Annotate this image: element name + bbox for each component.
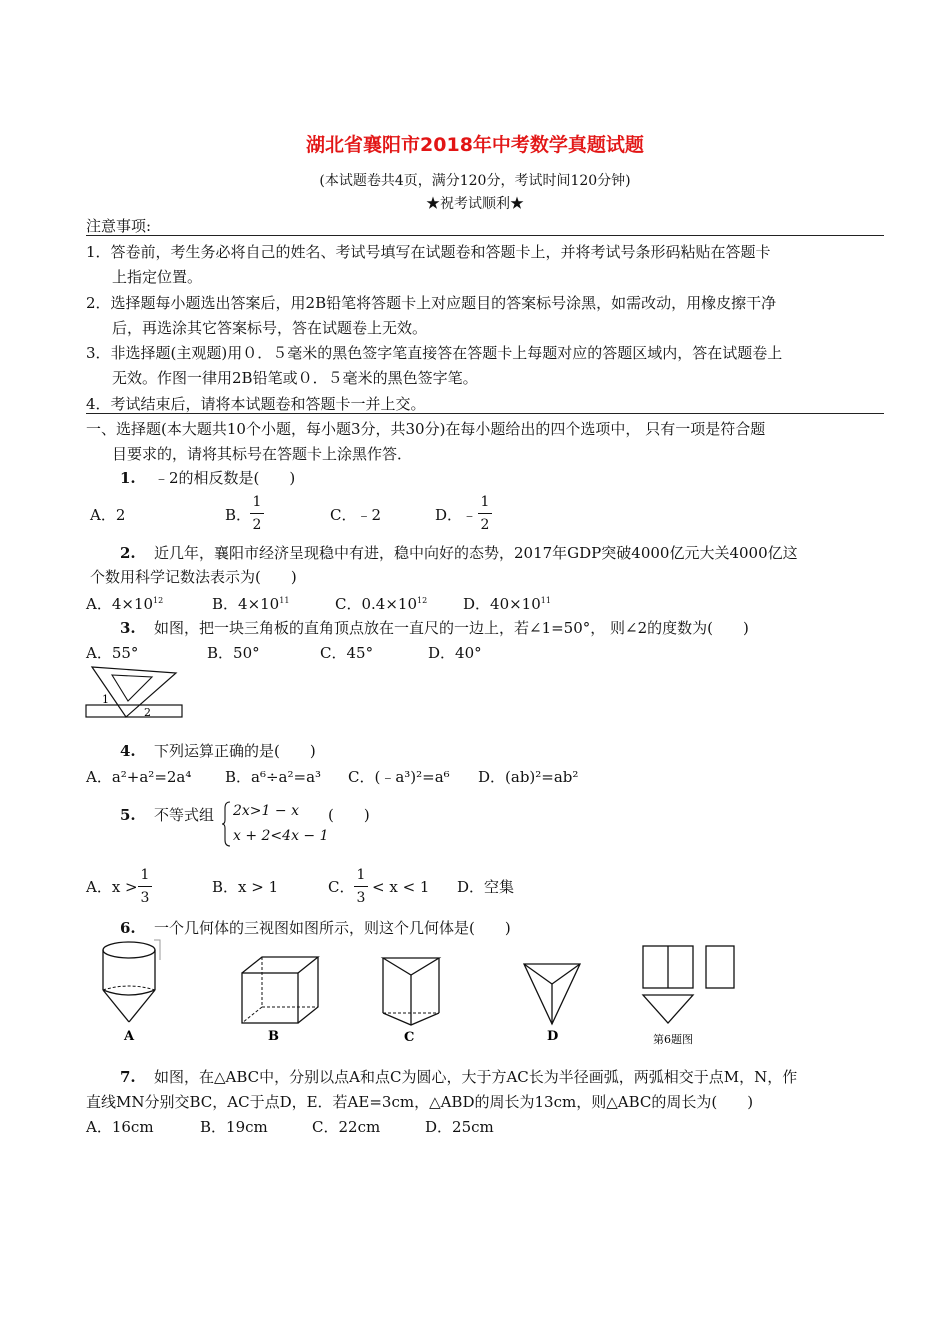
q6-label-c: C	[404, 1030, 415, 1045]
q2-option-a-base: A．4×10	[86, 595, 154, 613]
subtitle: (本试题卷共4页，满分120分，考试时间120分钟)	[319, 173, 631, 189]
page-title: 湖北省襄阳市2018年中考数学真题试题	[306, 134, 644, 156]
q1-option-a: A．2	[90, 506, 126, 524]
fraction-numerator: 1	[252, 494, 262, 510]
q4-option-b: B．a⁶÷a²=a³	[225, 768, 322, 786]
q4-stem: 下列运算正确的是( )	[154, 742, 316, 760]
q5-option-a: A．x >	[86, 878, 138, 896]
q3-option-a: A．55°	[86, 644, 139, 662]
q5-option-a-fraction	[138, 866, 152, 907]
q2-line1: 近几年，襄阳市经济呈现稳中有进，稳中向好的态势，2017年GDP突破4000亿元大关4000亿这	[154, 544, 798, 562]
q2-option-d	[463, 594, 551, 614]
triangle-inner	[112, 675, 152, 701]
q3-figure-ruler-triangle	[86, 665, 186, 721]
q1-stem: ﹣2的相反数是( )	[154, 469, 296, 487]
q2-option-c-base: C．0.4×10	[335, 595, 417, 613]
q1-option-b: B．	[225, 506, 252, 524]
q3-number: 3.	[120, 619, 136, 637]
ruler-shape	[86, 705, 182, 717]
notice-bottom-rule	[86, 413, 884, 414]
q5-option-c: C．	[328, 878, 355, 896]
q6-figure-a-cylinder-cone	[96, 938, 166, 1048]
q7-line2: 直线MN分别交BC，AC于点D，E．若AE=3cm，△ABD的周长为13cm，则△ABC的周长为( )	[86, 1093, 754, 1111]
q5-answer-paren: ( )	[328, 806, 370, 824]
q6-label-d: D	[547, 1029, 559, 1044]
q2-option-b-base: B．4×10	[212, 595, 280, 613]
q2-line2: 个数用科学记数法表示为( )	[90, 568, 297, 586]
q4-option-a: A．a²+a²=2a⁴	[86, 768, 192, 786]
q1-option-d-fraction	[478, 493, 492, 534]
q6-figure-three-views	[640, 943, 740, 1048]
q6-label-b: B	[268, 1029, 279, 1044]
q7-option-c: C．22cm	[312, 1118, 381, 1136]
q4-number: 4.	[120, 742, 136, 760]
q3-option-b: B．50°	[207, 644, 260, 662]
q5-option-d: D．空集	[457, 878, 515, 896]
q7-option-d: D．25cm	[425, 1118, 494, 1136]
fraction-denominator: 2	[252, 517, 262, 533]
angle-label-1: 1	[102, 693, 109, 706]
notice-item-2-line2: 后，再选涂其它答案标号，答在试题卷上无效。	[112, 319, 428, 337]
q6-label-a: A	[124, 1029, 135, 1044]
q7-line1: 如图，在△ABC中，分别以点A和点C为圆心，大于方AC长为半径画弧，两弧相交于点M，N，作	[154, 1068, 798, 1086]
fraction-numerator: 1	[480, 494, 490, 510]
q2-option-b-exponent: 11	[279, 596, 290, 605]
q2-option-c	[335, 594, 427, 614]
q5-option-c-tail: < x < 1	[372, 878, 430, 896]
fraction-numerator: 1	[140, 867, 150, 883]
angle-label-2: 2	[144, 706, 151, 719]
q6-figure-caption: 第6题图	[653, 1033, 693, 1046]
fraction-denominator: 3	[356, 890, 366, 906]
q2-option-a	[86, 594, 163, 614]
q5-option-c-fraction	[354, 866, 368, 907]
notice-item-4: 4．考试结束后，请将本试题卷和答题卡一并上交。	[86, 395, 426, 413]
q6-figure-b-cube	[240, 955, 325, 1050]
q1-option-c: C．﹣2	[330, 506, 382, 524]
q2-number: 2.	[120, 544, 136, 562]
q5-inequality-1: 2x>1 − x	[233, 803, 299, 819]
q1-option-d: D．﹣	[435, 506, 478, 524]
q3-option-d: D．40°	[428, 644, 482, 662]
q2-option-d-exponent: 11	[540, 596, 551, 605]
q4-option-c: C．(﹣a³)²=a⁶	[348, 768, 450, 786]
q6-figure-d-pyramid	[522, 962, 587, 1047]
q4-option-d: D．(ab)²=ab²	[478, 768, 579, 786]
triangle-outer	[92, 667, 176, 717]
q7-option-b: B．19cm	[200, 1118, 268, 1136]
fraction-denominator: 3	[140, 890, 150, 906]
q1-number: 1.	[120, 469, 136, 487]
notice-item-1-line2: 上指定位置。	[112, 268, 203, 286]
notice-item-3-line2: 无效。作图一律用2B铅笔或０．５毫米的黑色签字笔。	[112, 369, 478, 387]
q5-number: 5.	[120, 806, 136, 824]
section1-line2: 目要求的，请将其标号在答题卡上涂黑作答．	[112, 445, 413, 463]
q5-brace	[222, 800, 232, 848]
q7-number: 7.	[120, 1068, 136, 1086]
notice-item-3-line1: 3．非选择题(主观题)用０．５毫米的黑色签字笔直接答在答题卡上每题对应的答题区域内，答在试题卷上	[86, 344, 783, 362]
wish-line: ★祝考试顺利★	[426, 196, 524, 212]
q2-option-c-exponent: 12	[417, 596, 428, 605]
q3-stem: 如图，把一块三角板的直角顶点放在一直尺的一边上，若∠1=50°， 则∠2的度数为( )	[154, 619, 749, 637]
q2-option-a-exponent: 12	[153, 596, 164, 605]
notice-heading: 注意事项:	[86, 217, 152, 235]
q5-inequality-2: x + 2<4x − 1	[233, 828, 329, 844]
q2-option-d-base: D．40×10	[463, 595, 541, 613]
q3-option-c: C．45°	[320, 644, 374, 662]
q5-option-b: B．x > 1	[212, 878, 279, 896]
q1-option-b-fraction	[250, 493, 264, 534]
notice-item-1-line1: 1．答卷前，考生务必将自己的姓名、考试号填写在试题卷和答题卡上，并将考试号条形码粘贴在答题卡	[86, 243, 771, 261]
q2-option-b	[212, 594, 289, 614]
section1-line1: 一、选择题(本大题共10个小题，每小题3分，共30分)在每小题给出的四个选项中， 只有一项是符合题	[86, 420, 766, 438]
q6-stem: 一个几何体的三视图如图所示，则这个几何体是( )	[154, 919, 511, 937]
notice-top-rule	[86, 235, 884, 236]
fraction-numerator: 1	[356, 867, 366, 883]
notice-item-2-line1: 2．选择题每小题选出答案后，用2B铅笔将答题卡上对应题目的答案标号涂黑，如需改动，用橡皮擦干净	[86, 294, 777, 312]
fraction-denominator: 2	[480, 517, 490, 533]
q7-option-a: A．16cm	[86, 1118, 154, 1136]
q6-figure-c-prism	[380, 955, 445, 1050]
q6-number: 6.	[120, 919, 136, 937]
q5-stem: 不等式组	[154, 806, 215, 824]
